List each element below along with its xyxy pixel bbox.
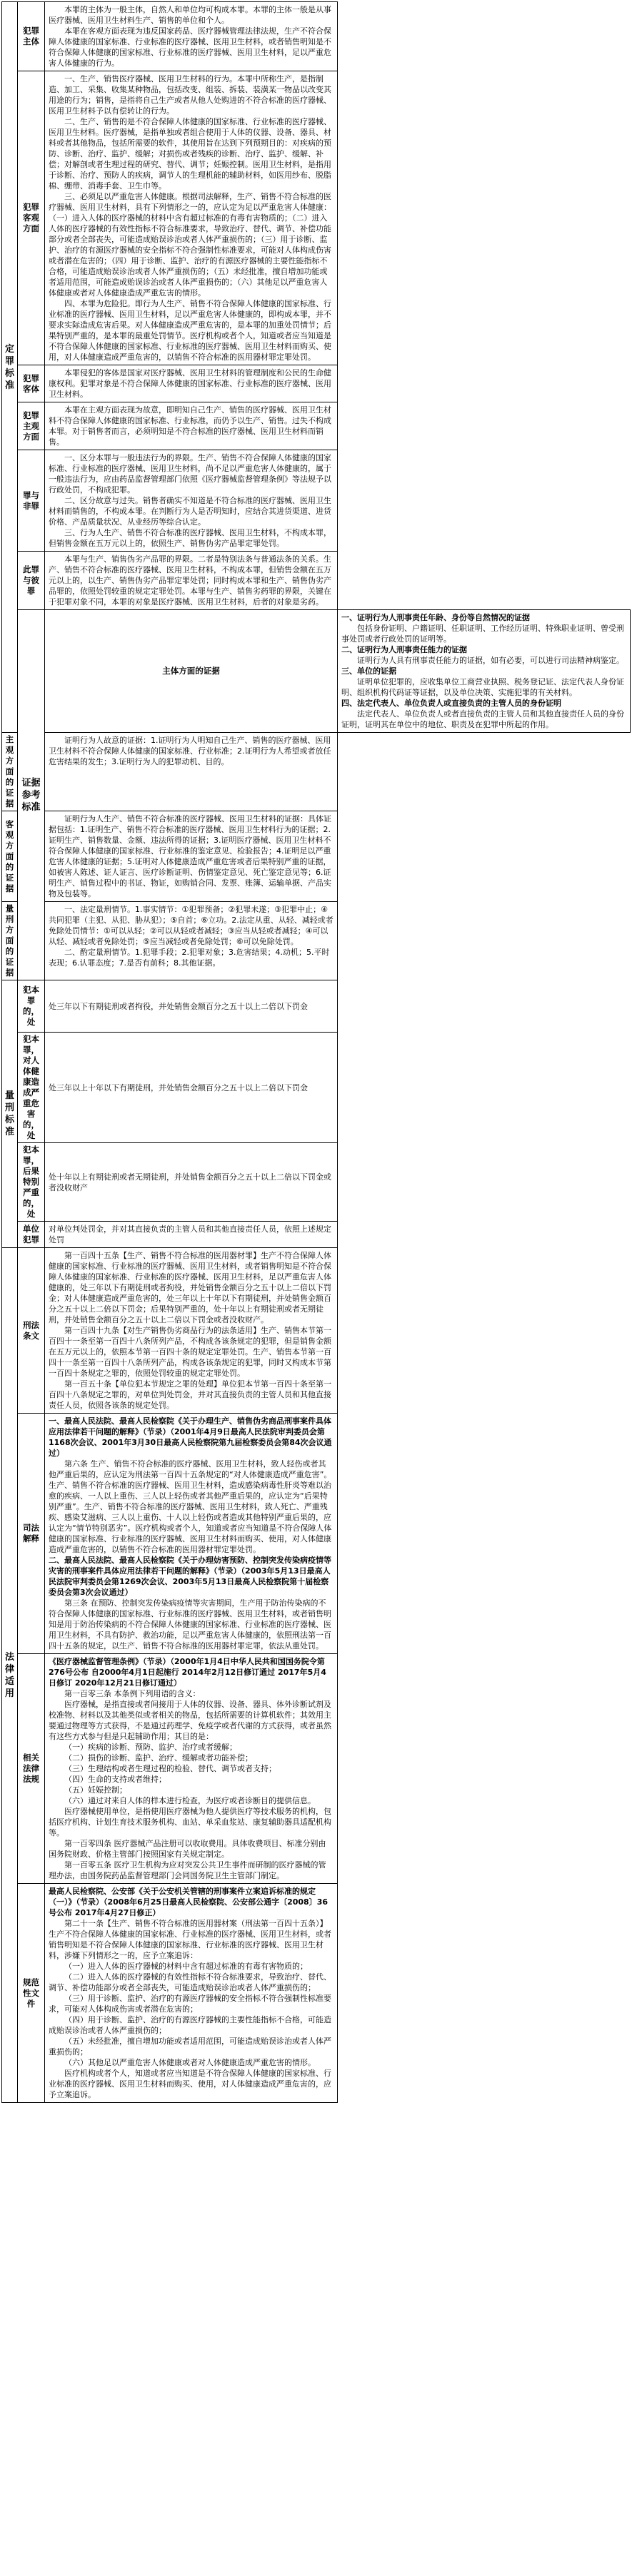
paragraph: 第一百零三条 本条例下列用语的含义： <box>64 1689 201 1698</box>
paragraph: 医疗器械使用单位，是指使用医疗器械为他人提供医疗等技术服务的机构，包括医疗机构、计划生育技术服务机构、血站、单采血浆站、康复辅助器具适配机构等。 <box>49 1807 331 1837</box>
paragraph: 二、最高人民法院、最高人民检察院《关于办理妨害预防、控制突发传染病疫情等灾害的刑事案件具体应用法律若干问题的解释》（节录）（2003年5月13日最高人民法院审判委员会第1269次会议、2003年5月13日最高人民检察院第十届检察委员会第3次会议通过） <box>49 1556 331 1597</box>
row-subjective <box>2 402 631 450</box>
paragraph: 一、法定量刑情节。1.事实情节：①犯罪预备；②犯罪未遂；③犯罪中止；④共同犯罪（主犯、从犯、胁从犯）；⑤自首；⑥立功。2.法定从重、从轻、减轻或者免除处罚情节：①可以从轻；②可以从轻或者减轻；③应当从轻或者减轻；④可以从轻、减轻或者免除处罚；⑤应当减轻或者免除处罚；⑥可以免除处罚。 <box>49 905 333 946</box>
paragraph: （一）进入人体的医疗器械的材料中含有超过标准的有毒有害物质的； <box>64 1962 308 1971</box>
cell-ev-subjective <box>45 733 338 811</box>
cell-s-tier2: 处三年以上十年以下有期徒刑，并处销售金额百分之五十以上二倍以下罚金 <box>45 1033 338 1143</box>
cell-s-tier1: 处三年以下有期徒刑或者拘役，并处销售金额百分之五十以上二倍以下罚金 <box>45 980 338 1033</box>
label-ev-objective: 客观方面的证据 <box>2 811 18 902</box>
paragraph: 第一百零四条 医疗器械产品注册可以收取费用。具体收费项目、标准分别由国务院财政、价格主管部门按照国家有关规定制定。 <box>49 1839 326 1859</box>
paragraph: 四、本罪为危险犯。即行为人生产、销售不符合保障人体健康的国家标准、行业标准的医疗器械、医用卫生材料，足以严重危害人体健康的，即构成本罪，并不要求实际造成危害后果。对人体健康造成严重危害的，是本罪的加重处罚情节；后果特别严重的，是本罪的最重处罚情节。医疗机构或者个人，知道或者应当知道是不符合保障人体健康的国家标准、行业标准的医疗器械、医用卫生材料而购买、使用，对人体健康造成严重危害的，以销售不符合标准的医用器材罪定罪处罚。 <box>49 299 331 362</box>
paragraph: 第二十一条【生产、销售不符合标准的医用器材案（刑法第一百四十五条）】生产不符合保障人体健康的国家标准、行业标准的医疗器械、医用卫生材料，或者销售明知是不符合保障人体健康的国家标准、行业标准的医疗器械、医用卫生材料，涉嫌下列情形之一的，应予立案追诉： <box>49 1919 331 1960</box>
row-s-unit <box>2 1222 631 1248</box>
paragraph: （二）损伤的诊断、监护、治疗、缓解或者功能补偿； <box>64 1753 253 1763</box>
cell-subject <box>45 2 338 71</box>
label-related-law: 相关法律法规 <box>18 1654 45 1884</box>
row-ev-subject <box>2 610 631 733</box>
row-related-law <box>2 1654 631 1884</box>
paragraph: 证明行为人具有刑事责任能力的证据，如有必要，可以进行司法精神病鉴定。 <box>357 656 624 665</box>
paragraph: 第一百五十条【单位犯本节规定之罪的处理】单位犯本节第一百四十条至第一百四十八条规定之罪的，对单位判处罚金，并对其直接负责的主管人员和其他直接责任人员，依照各该条的规定处罚。 <box>49 1379 331 1410</box>
paragraph: 三、行为人生产、销售不符合标准的医疗器械、医用卫生材料，不构成本罪，但销售金额在五万元以上的，依照生产、销售伪劣产品罪定罪处罚。 <box>49 528 331 548</box>
paragraph: 本罪在客观方面表现为违反国家药品、医疗器械管理法律法规，生产不符合保障人体健康的国家标准、行业标准的医疗器械、医用卫生材料，或者销售明知是不符合保障人体健康的国家标准、行业标准的医疗器械、医用卫生材料，足以严重危害人体健康的行为。 <box>49 26 331 68</box>
paragraph: （四）用于诊断、监护、治疗的有源医疗器械的主要性能指标不合格，可能造成贻误诊治或者人体严重损伤的； <box>49 2015 331 2035</box>
paragraph: 一、最高人民法院、最高人民检察院《关于办理生产、销售伪劣商品刑事案件具体应用法律若干问题的解释》（节录）（2001年4月9日最高人民法院审判委员会第1168次会议、2001年3月30日最高人民检察院第九届检察委员会第84次会议通过） <box>49 1416 332 1458</box>
label-s-tier3: 犯本罪，后果特别严重的，处 <box>18 1143 45 1222</box>
paragraph: 二、证明行为人刑事责任能力的证据 <box>341 645 467 654</box>
row-judicial <box>2 1414 631 1654</box>
cell-subjective <box>45 402 338 450</box>
paragraph: 包括身份证明、户籍证明、任职证明、工作经历证明、特殊职业证明、曾受刑事处罚或者行政处罚的证明等。 <box>341 624 624 644</box>
cell-related-law <box>45 1654 338 1884</box>
cell-judicial <box>45 1414 338 1654</box>
paragraph: 二、酌定量刑情节。1.犯罪手段；2.犯罪对象；3.危害结果；4.动机；5.平时表现；6.认罪态度；7.是否有前科；8.其他证据。 <box>49 948 330 968</box>
paragraph: 证明行为人故意的证据：1.证明行为人明知自己生产、销售的医疗器械、医用卫生材料不符合保障人体健康的国家标准、行业标准；2.证明行为人希望或者放任危害结果的发生；3.证明行为人的犯罪动机、目的。 <box>49 736 331 766</box>
paragraph: （一）疾病的诊断、预防、监护、治疗或者缓解； <box>64 1743 237 1752</box>
paragraph: 法定代表人、单位负责人或者直接负责的主管人员和其他直接责任人员的身份证明，证明其在单位中的地位、职责及在犯罪中所起的作用。 <box>341 709 624 729</box>
cell-ev-objective <box>45 811 338 902</box>
crime-standards-table <box>1 1 631 2103</box>
paragraph: 医疗器械，是指直接或者间接用于人体的仪器、设备、器具、体外诊断试剂及校准物、材料以及其他类似或者相关的物品，包括所需要的计算机软件；其效用主要通过物理等方式获得，不是通过药理学、免疫学或者代谢的方式获得，或者虽然有这些方式参与但是只起辅助作用；其目的是： <box>49 1700 331 1741</box>
paragraph: 一、证明行为人刑事责任年龄、身份等自然情况的证据 <box>341 613 530 622</box>
cell-boundary <box>45 552 338 610</box>
group-sentencing: 量刑标准 <box>2 980 18 1248</box>
paragraph: 《医疗器械监督管理条例》（节录）（2000年1月4日中华人民共和国国务院令第276号公布 自2000年4月1日起施行 2014年2月12日修订通过 2017年5月4日修订 2020年12月21日修订通过） <box>49 1657 326 1688</box>
row-s-tier1 <box>2 980 631 1033</box>
row-subject <box>2 2 631 71</box>
label-ev-sentencing: 量刑方面的证据 <box>2 902 18 980</box>
paragraph: 证明单位犯罪的，应收集单位工商营业执照、税务登记证、法定代表人身份证明、组织机构代码证等证据，以及单位决策、实施犯罪的有关材料。 <box>341 677 624 697</box>
row-norms <box>2 1884 631 2103</box>
label-ev-subject: 主体方面的证据 <box>45 610 338 733</box>
row-object <box>2 365 631 402</box>
row-ev-objective <box>2 811 631 902</box>
row-objective <box>2 71 631 365</box>
group-legal: 法律适用 <box>2 1248 18 2103</box>
label-s-tier2: 犯本罪，对人体健康造成严重危害的，处 <box>18 1033 45 1143</box>
paragraph: 第一百四十五条【生产、销售不符合标准的医用器材罪】生产不符合保障人体健康的国家标准、行业标准的医疗器械、医用卫生材料，或者销售明知是不符合保障人体健康的国家标准、行业标准的医疗器械、医用卫生材料，足以严重危害人体健康的，处三年以下有期徒刑或者拘役，并处销售金额百分之五十以上二倍以下罚金；对人体健康造成严重危害的，处三年以上十年以下有期徒刑，并处销售金额百分之五十以上二倍以下罚金；后果特别严重的，处十年以上有期徒刑或者无期徒刑，并处销售金额百分之五十以上二倍以下罚金或者没收财产。 <box>49 1251 331 1324</box>
cell-s-unit: 对单位判处罚金，并对其直接负责的主管人员和其他直接责任人员，依照上述规定处罚 <box>45 1222 338 1248</box>
paragraph: （六）其他足以严重危害人体健康或者对人体健康造成严重危害的情形。 <box>64 2058 316 2067</box>
row-distinction <box>2 450 631 552</box>
row-s-tier3 <box>2 1143 631 1222</box>
paragraph: 证明行为人生产、销售不符合标准的医疗器械、医用卫生材料的证据：具体证据包括：1.证明生产、销售不符合标准的医疗器械、医用卫生材料行为的证据；2.证明生产、销售数量、金额、违法所得的证据；3.证明医疗器械、医用卫生材料不符合保障人体健康的国家标准、行业标准的鉴定意见、检验报告；4.证明足以严重危害人体健康的证据；5.证明对人体健康造成严重危害或者后果特别严重的证据，如被害人陈述、证人证言、医疗诊断证明、伤情鉴定意见、死亡鉴定意见等；6.证明生产、销售过程中的书证、物证，如购销合同、发票、账簿、运输单据、产品实物及包装等。 <box>49 814 331 898</box>
label-subjective: 犯罪主观方面 <box>18 402 45 450</box>
group-evidence: 证据参考标准 <box>18 610 45 980</box>
paragraph: （五）妊娠控制； <box>64 1785 127 1795</box>
paragraph: 第六条 生产、销售不符合标准的医疗器械、医用卫生材料，致人轻伤或者其他严重后果的，应认定为刑法第一百四十五条规定的“对人体健康造成严重危害”。生产、销售不符合标准的医疗器械、医用卫生材料，造成感染病毒性肝炎等难以治愈的疾病、一人以上重伤、三人以上轻伤或者其他严重后果的，应认定为“后果特别严重”。生产、销售不符合标准的医疗器械、医用卫生材料，致人死亡、严重残疾、感染艾滋病、三人以上重伤、十人以上轻伤或者造成其他特别严重后果的，应认定为“情节特别恶劣”。医疗机构或者个人，知道或者应当知道是不符合保障人体健康的国家标准、行业标准的医疗器械、医用卫生材料而购买、使用，对人体健康造成严重危害的，以销售不符合标准的医用器材罪定罪处罚。 <box>49 1459 332 1554</box>
paragraph: （三）用于诊断、监护、治疗的有源医疗器械的安全指标不符合强制性标准要求，可能对人体构成伤害或者潜在危害的； <box>49 1994 331 2014</box>
group-determination: 定罪标准 <box>2 2 18 733</box>
cell-ev-sentencing <box>45 902 338 980</box>
label-object: 犯罪客体 <box>18 365 45 402</box>
paragraph: 医疗机构或者个人，知道或者应当知道是不符合保障人体健康的国家标准、行业标准的医疗器械、医用卫生材料而购买、使用，对人体健康造成严重危害的，应予立案追诉。 <box>49 2069 331 2099</box>
cell-object <box>45 365 338 402</box>
paragraph: 三、必须足以严重危害人体健康。根据司法解释，生产、销售不符合标准的医疗器械、医用卫生材料，具有下列情形之一的，应认定为足以严重危害人体健康：（一）进入人体的医疗器械的材料中含有超过标准的有毒有害物质的；（二）进入人体的医疗器械的有效性指标不符合标准要求，导致治疗、替代、调节、补偿功能部分或者全部丧失，可能造成贻误诊治或者人体严重损伤的；（三）用于诊断、监护、治疗的有源医疗器械的安全指标不符合强制性标准要求，可能对人体构成伤害或者潜在危害的；（四）用于诊断、监护、治疗的有源医疗器械的主要性能指标不合格，可能造成贻误诊治或者人体严重损伤的；（五）未经批准，擅自增加功能或者适用范围，可能造成贻误诊治或者人体严重损伤的；（六）其他足以严重危害人体健康或者对人体健康造成严重危害的情形。 <box>49 192 331 298</box>
label-boundary: 此罪与彼罪 <box>18 552 45 610</box>
paragraph: 本罪的主体为一般主体，自然人和单位均可构成本罪。本罪的主体一般是从事医疗器械、医用卫生材料生产、销售的单位和个人。 <box>49 5 331 25</box>
label-judicial: 司法解释 <box>18 1414 45 1654</box>
paragraph: 一、生产、销售医疗器械、医用卫生材料的行为。本罪中所称生产，是指制造、加工、采集、收集某种物品，包括改变、组装、拆装、装潢某一物品以改变其用途的行为；销售，是指将自己生产或者从他人处购进的不符合标准的医疗器械、医用卫生材料予以有偿转让的行为。 <box>49 74 331 116</box>
paragraph: （六）通过对来自人体的样本进行检查，为医疗或者诊断目的提供信息。 <box>64 1796 316 1805</box>
paragraph: （四）生命的支持或者维持； <box>64 1775 166 1784</box>
cell-s-tier3: 处十年以上有期徒刑或者无期徒刑，并处销售金额百分之五十以上二倍以下罚金或者没收财产 <box>45 1143 338 1222</box>
paragraph: （二）进入人体的医疗器械的有效性指标不符合标准要求，导致治疗、替代、调节、补偿功能部分或者全部丧失，可能造成贻误诊治或者人体严重损伤的； <box>49 1972 331 1992</box>
paragraph: 二、区分故意与过失。销售者确实不知道是不符合标准的医疗器械、医用卫生材料而销售的，不构成本罪。在判断行为人是否明知时，应结合其进货渠道、进货价格、产品质量状况、从业经历等综合认定。 <box>49 496 331 527</box>
cell-criminal-law <box>45 1248 338 1414</box>
paragraph: 一、区分本罪与一般违法行为的界限。生产、销售不符合保障人体健康的国家标准、行业标准的医疗器械、医用卫生材料，尚不足以严重危害人体健康的，属于一般违法行为，应由药品监督管理部门依照《医疗器械监督管理条例》等法规予以行政处罚，不构成犯罪。 <box>49 453 331 495</box>
label-distinction: 罪与非罪 <box>18 450 45 552</box>
cell-distinction <box>45 450 338 552</box>
cell-norms <box>45 1884 338 2103</box>
paragraph: 本罪与生产、销售伪劣产品罪的界限。二者是特别法条与普通法条的关系。生产、销售不符合标准的医疗器械、医用卫生材料，不构成本罪，但销售金额在五万元以上的，以生产、销售伪劣产品罪定罪处罚；同时构成本罪和生产、销售伪劣产品罪的，依照处罚较重的规定定罪处罚。本罪与生产、销售劣药罪的界限，关键在于犯罪对象不同，本罪的对象是医疗器械、医用卫生材料，后者的对象是劣药。 <box>49 554 331 607</box>
row-s-tier2 <box>2 1033 631 1143</box>
cell-ev-subject <box>338 610 631 733</box>
label-criminal-law: 刑法条文 <box>18 1248 45 1414</box>
row-ev-sentencing <box>2 902 631 980</box>
paragraph: 第一百四十九条【对生产销售伪劣商品行为的法条适用】生产、销售本节第一百四十一条至第一百四十八条所列产品，不构成各该条规定的犯罪，但是销售金额在五万元以上的，依照本节第一百四十条的规定定罪处罚。生产、销售本节第一百四十一条至第一百四十八条所列产品，构成各该条规定的犯罪，同时又构成本节第一百四十条规定之罪的，依照处罚较重的规定定罪处罚。 <box>49 1326 331 1378</box>
paragraph: 二、生产、销售的是不符合保障人体健康的国家标准、行业标准的医疗器械、医用卫生材料。医疗器械，是指单独或者组合使用于人体的仪器、设备、器具、材料或者其他物品，包括所需要的软件，其使用旨在达到下列预期目的：对疾病的预防、诊断、治疗、监护、缓解；对损伤或者残疾的诊断、治疗、监护、缓解、补偿；对解剖或者生理过程的研究、替代、调节；妊娠控制。医用卫生材料，是指用于诊断、治疗、预防人的疾病，调节人的生理机能的辅助材料，如医用纱布、脱脂棉、绷带、消毒手套、卫生巾等。 <box>49 117 331 191</box>
row-criminal-law <box>2 1248 631 1414</box>
paragraph: （三）生理结构或者生理过程的检验、替代、调节或者支持； <box>64 1764 276 1773</box>
paragraph: 第一百零五条 医疗卫生机构为应对突发公共卫生事件而研制的医疗器械的管理办法，由国务院药品监督管理部门会同国务院卫生主管部门制定。 <box>49 1860 326 1880</box>
paragraph: 第三条 在预防、控制突发传染病疫情等灾害期间，生产用于防治传染病的不符合保障人体健康的国家标准、行业标准的医疗器械、医用卫生材料，或者销售明知是用于防治传染病的不符合保障人体健康的国家标准、行业标准的医疗器械、医用卫生材料，不具有防护、救治功能，足以严重危害人体健康的，依照刑法第一百四十五条的规定，以生产、销售不符合标准的医用器材罪定罪，依法从重处罚。 <box>49 1598 331 1650</box>
cell-objective <box>45 71 338 365</box>
label-norms: 规范性文件 <box>18 1884 45 2103</box>
paragraph: 本罪在主观方面表现为故意，即明知自己生产、销售的医疗器械、医用卫生材料不符合保障人体健康的国家标准、行业标准，而仍予以生产、销售。过失不构成本罪。对于销售者而言，必须明知是不符合标准的医疗器械、医用卫生材料而销售。 <box>49 405 331 447</box>
label-s-unit: 单位犯罪 <box>18 1222 45 1248</box>
paragraph: 本罪侵犯的客体是国家对医疗器械、医用卫生材料的管理制度和公民的生命健康权利。犯罪对象是不符合保障人体健康的国家标准、行业标准的医疗器械、医用卫生材料。 <box>49 368 331 399</box>
paragraph: 最高人民检察院、公安部《关于公安机关管辖的刑事案件立案追诉标准的规定（一）》（节录）（2008年6月25日最高人民检察院、公安部公通字〔2008〕36号公布 2017年4月27日修正） <box>49 1887 328 1917</box>
paragraph: 三、单位的证据 <box>341 666 396 676</box>
paragraph: （五）未经批准，擅自增加功能或者适用范围，可能造成贻误诊治或者人体严重损伤的； <box>49 2037 331 2057</box>
label-ev-subjective: 主观方面的证据 <box>2 733 18 811</box>
row-boundary <box>2 552 631 610</box>
row-ev-subjective <box>2 733 631 811</box>
label-s-tier1: 犯本罪的，处 <box>18 980 45 1033</box>
label-subject: 犯罪主体 <box>18 2 45 71</box>
label-objective: 犯罪客观方面 <box>18 71 45 365</box>
paragraph: 四、法定代表人、单位负责人或直接负责的主管人员的身份证明 <box>341 699 561 708</box>
